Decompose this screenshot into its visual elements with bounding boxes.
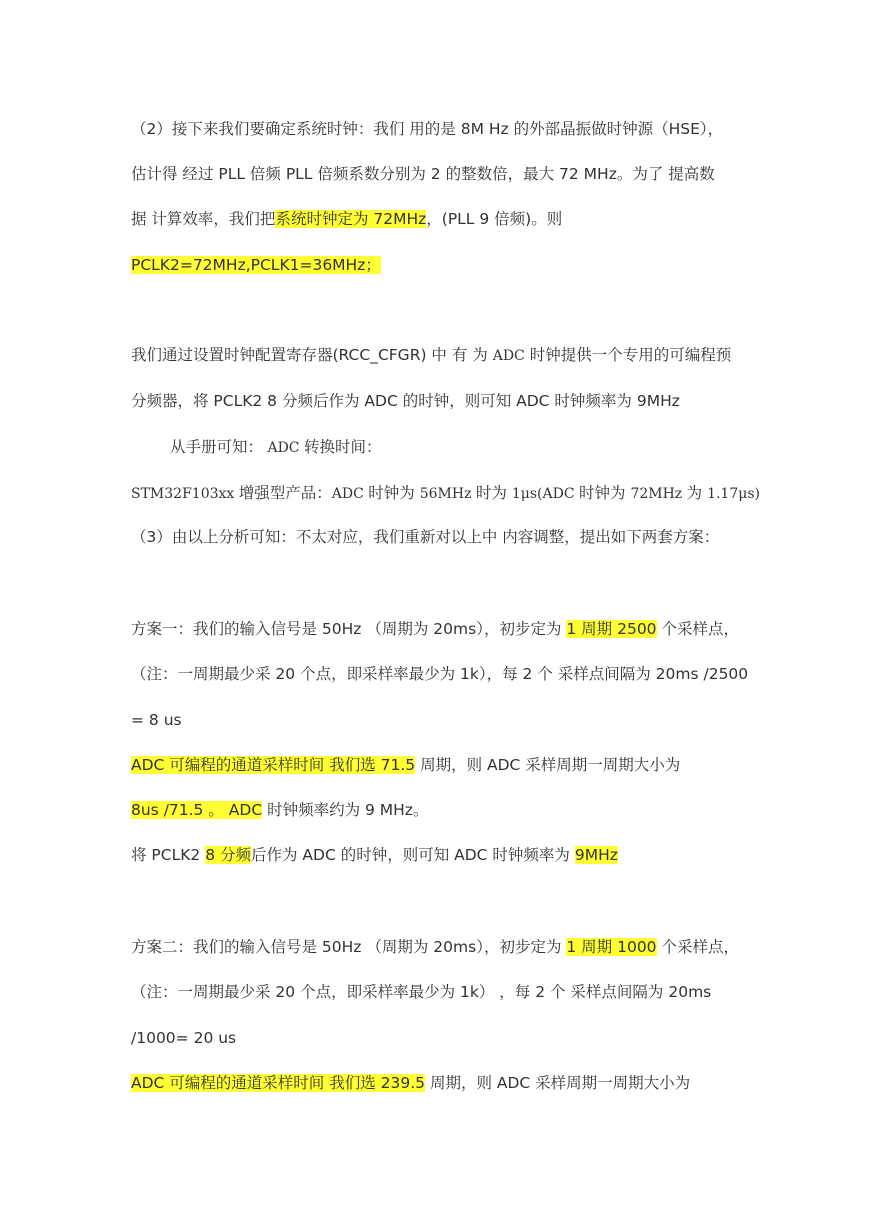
- plan2-line-2: [131, 981, 749, 1003]
- adc-line-4: [131, 482, 760, 505]
- plan1-line-4-text-b: 周期，则 ADC 采样周期一周期大小为: [415, 756, 681, 774]
- plan1-line-6: [131, 844, 749, 866]
- adc-line-4-text-g: 1μs(ADC: [511, 486, 579, 502]
- adc-line-4-text-e: 56MHz: [419, 486, 476, 502]
- p2-line-2: [131, 163, 749, 185]
- adc-line-1-text-b: ADC: [492, 348, 525, 364]
- adc-line-2-text: 分频器，将 PCLK2 8 分频后作为 ADC 的时钟，则可知 ADC 时钟频率为 9MHz: [131, 392, 680, 410]
- adc-line-3-text-b: ADC: [263, 440, 304, 456]
- adc-line-1-text-c: 时钟提供一个专用的可编程预: [524, 346, 732, 364]
- adc-line-4-text-j: 为: [686, 484, 708, 502]
- adc-line-3: [170, 436, 749, 459]
- adc-line-3-text-a: 从手册可知：: [170, 438, 264, 456]
- adc-line-5: [131, 526, 749, 548]
- plan1-line-6-text-a: 将 PCLK2: [131, 846, 206, 864]
- adc-line-4-text-a: STM32F103xx: [131, 486, 239, 502]
- plan2-line-1-text-a: 方案二：我们的输入信号是 50Hz （周期为 20ms），初步定为: [131, 938, 567, 956]
- plan1-line-1: [131, 618, 749, 640]
- p2-line-1-text: （2）接下来我们要确定系统时钟：我们 用的是 8M Hz 的外部晶振做时钟源（HSE），: [131, 120, 724, 138]
- plan1-highlight-8us: 8us /71.5 。 ADC: [131, 801, 263, 819]
- p2-line-2-text: 估计得 经过 PLL 倍频 PLL 倍频系数分别为 2 的整数倍，最大 72 MHz。为了 提高数: [131, 165, 715, 183]
- plan1-highlight-2500: 1 周期 2500: [566, 620, 657, 638]
- p2-highlight-pclk: PCLK2=72MHz,PCLK1=36MHz；: [131, 256, 381, 274]
- plan1-line-1-text-a: 方案一：我们的输入信号是 50Hz （周期为 20ms），初步定为: [131, 620, 567, 638]
- plan1-line-6-text-c: 后作为 ADC 的时钟，则可知 ADC 时钟频率为: [250, 846, 575, 864]
- adc-line-4-text-b: 增强型产品：: [238, 484, 332, 502]
- adc-line-1-text-a: 我们通过设置时钟配置寄存器(RCC_CFGR) 中 有 为: [131, 346, 493, 364]
- plan1-highlight-8-div: 8 分频: [205, 846, 251, 864]
- plan1-line-5: [131, 799, 749, 821]
- adc-line-5-text: （3）由以上分析可知：不太对应，我们重新对以上中 内容调整，提出如下两套方案：: [131, 528, 720, 546]
- plan2-highlight-sample-time: ADC 可编程的通道采样时间 我们选 239.5: [131, 1074, 426, 1092]
- plan2-highlight-1000: 1 周期 1000: [566, 938, 657, 956]
- plan1-line-4: [131, 754, 749, 776]
- plan2-line-3-text: /1000= 20 us: [131, 1029, 237, 1047]
- plan1-line-3-text: = 8 us: [131, 711, 182, 729]
- adc-line-4-text-d: 时钟为: [368, 484, 420, 502]
- adc-line-4-text-i: 72MHz: [630, 486, 687, 502]
- p2-line-1: [131, 118, 749, 140]
- p2-highlight-system-clock: 系统时钟定为 72MHz: [275, 210, 427, 228]
- plan1-line-1-text-c: 个采样点，: [656, 620, 739, 638]
- plan1-highlight-9mhz: 9MHz: [574, 846, 618, 864]
- adc-line-4-text-h: 时钟为: [579, 484, 631, 502]
- p2-line-3-text-c: ，(PLL 9 倍频)。则: [426, 210, 563, 228]
- adc-line-2: [131, 390, 749, 412]
- plan2-line-1-text-c: 个采样点，: [656, 938, 739, 956]
- adc-line-4-text-c: ADC: [331, 486, 369, 502]
- adc-line-3-text-c: 转换时间：: [303, 438, 382, 456]
- plan2-line-1: [131, 936, 749, 958]
- p2-line-3-text-a: 据 计算效率，我们把: [131, 210, 276, 228]
- adc-line-4-text-f: 时为: [475, 484, 512, 502]
- plan2-line-2-text: （注：一周期最少采 20 个点，即采样率最少为 1k） ，每 2 个 采样点间隔为 20ms: [131, 983, 712, 1001]
- plan2-line-4-text-b: 周期，则 ADC 采样周期一周期大小为: [425, 1074, 691, 1092]
- adc-line-1: [131, 344, 749, 367]
- plan2-line-4: [131, 1072, 749, 1094]
- plan1-line-2-text: （注：一周期最少采 20 个点，即采样率最少为 1k），每 2 个 采样点间隔为 20ms /2500: [131, 665, 749, 683]
- adc-line-4-text-k: 1.17μs): [707, 486, 760, 502]
- plan1-line-2: [131, 663, 749, 685]
- plan1-line-3: [131, 709, 749, 731]
- plan2-line-3: [131, 1027, 749, 1049]
- plan1-highlight-sample-time: ADC 可编程的通道采样时间 我们选 71.5: [131, 756, 416, 774]
- p2-line-4: [131, 254, 749, 276]
- p2-line-3: [131, 208, 749, 230]
- plan1-line-5-text-b: 时钟频率约为 9 MHz。: [262, 801, 429, 819]
